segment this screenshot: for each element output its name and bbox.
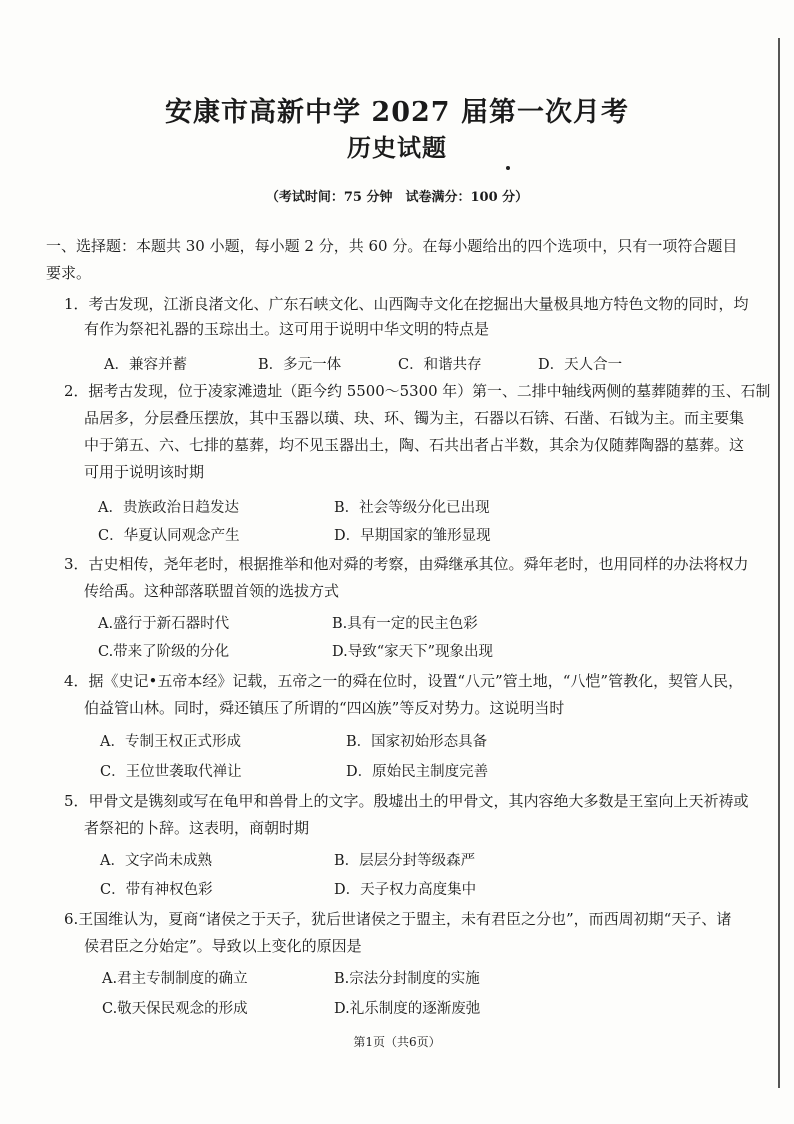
question-6-option-b: B.宗法分封制度的实施: [334, 971, 480, 987]
question-2-option-b: B．社会等级分化已出现: [334, 500, 490, 516]
question-2-line-2: 品居多，分层叠压摆放，其中玉器以璜、玦、环、镯为主，石器以石锛、石凿、石钺为主。而主要集: [84, 409, 745, 427]
question-5-option-b: B．层层分封等级森严: [334, 853, 476, 869]
exam-info: （考试时间：75 分钟 试卷满分：100 分）: [265, 190, 529, 205]
question-3-option-c: C.带来了阶级的分化: [98, 644, 230, 660]
question-1-option-d: D．天人合一: [538, 357, 623, 373]
scan-speck: [506, 166, 510, 170]
question-4-option-d: D．原始民主制度完善: [346, 764, 489, 780]
question-3-line-1: 3．古史相传，尧年老时，根据推举和他对舜的考察，由舜继承其位。舜年老时，也用同样的办法将权力: [64, 555, 749, 573]
question-3-option-d: D.导致“家天下”现象出现: [332, 644, 494, 660]
question-5-line-2: 者祭祀的卜辞。这表明，商朝时期: [84, 819, 310, 837]
question-5-line-1: 5．甲骨文是镌刻或写在龟甲和兽骨上的文字。殷墟出土的甲骨文，其内容绝大多数是王室向上天祈祷或: [64, 792, 749, 810]
question-6-line-2: 侯君臣之分始定”。导致以上变化的原因是: [84, 937, 362, 955]
question-5-option-a: A．文字尚未成熟: [100, 853, 212, 869]
question-2-option-c: C．华夏认同观念产生: [98, 528, 240, 544]
question-1-line-2: 有作为祭祀礼器的玉琮出土。这可用于说明中华文明的特点是: [84, 320, 490, 338]
question-1-option-a: A．兼容并蓄: [104, 357, 187, 373]
question-4-option-b: B．国家初始形态具备: [346, 734, 488, 750]
question-2-option-a: A．贵族政治日趋发达: [98, 500, 239, 516]
question-2-line-3: 中于第五、六、七排的墓葬，均不见玉器出土，陶、石共出者占半数，其余为仅随葬陶器的墓葬。这: [84, 436, 745, 454]
question-6-option-a: A.君主专制制度的确立: [102, 971, 248, 987]
question-2-line-4: 可用于说明该时期: [84, 463, 205, 481]
question-5-option-c: C．带有神权色彩: [100, 882, 213, 898]
question-5-option-d: D．天子权力高度集中: [334, 882, 477, 898]
section-heading-line-2: 要求。: [46, 264, 92, 282]
question-3-option-b: B.具有一定的民主色彩: [332, 616, 478, 632]
question-6-line-1: 6.王国维认为，夏商“诸侯之于天子，犹后世诸侯之于盟主，未有君臣之分也”，而西周初期“天子、诸: [64, 910, 732, 928]
question-1-option-b: B．多元一体: [258, 357, 342, 373]
question-3-line-2: 传给禹。这种部落联盟首领的选拔方式: [84, 582, 340, 600]
exam-title: 安康市高新中学 2027 届第一次月考: [165, 97, 629, 128]
exam-subtitle: 历史试题: [347, 133, 447, 162]
question-1-line-1: 1．考古发现，江浙良渚文化、广东石峡文化、山西陶寺文化在挖掘出大量极具地方特色文物的同时，均: [64, 295, 749, 313]
question-4-line-2: 伯益管山林。同时，舜还镇压了所谓的“四凶族”等反对势力。这说明当时: [84, 699, 565, 717]
question-6-option-c: C.敬天保民观念的形成: [102, 1001, 248, 1017]
question-4-option-c: C．王位世袭取代禅让: [100, 764, 242, 780]
question-2-line-1: 2．据考古发现，位于凌家滩遗址（距今约 5500～5300 年）第一、二排中轴线两侧的墓葬随葬的玉、石制: [64, 382, 771, 400]
question-2-option-d: D．早期国家的雏形显现: [334, 528, 491, 544]
question-4-option-a: A．专制王权正式形成: [100, 734, 241, 750]
question-1-option-c: C．和谐共存: [398, 357, 482, 373]
page-footer: 第1页（共6页）: [353, 1035, 441, 1049]
question-6-option-d: D.礼乐制度的逐渐废弛: [334, 1001, 481, 1017]
question-3-option-a: A.盛行于新石器时代: [98, 616, 230, 632]
question-4-line-1: 4．据《史记•五帝本经》记载，五帝之一的舜在位时，设置“八元”管土地，“八恺”管教化，契管人民，: [64, 672, 744, 690]
section-heading-line-1: 一、选择题：本题共 30 小题，每小题 2 分，共 60 分。在每小题给出的四个选项中，只有一项符合题目: [46, 237, 738, 255]
